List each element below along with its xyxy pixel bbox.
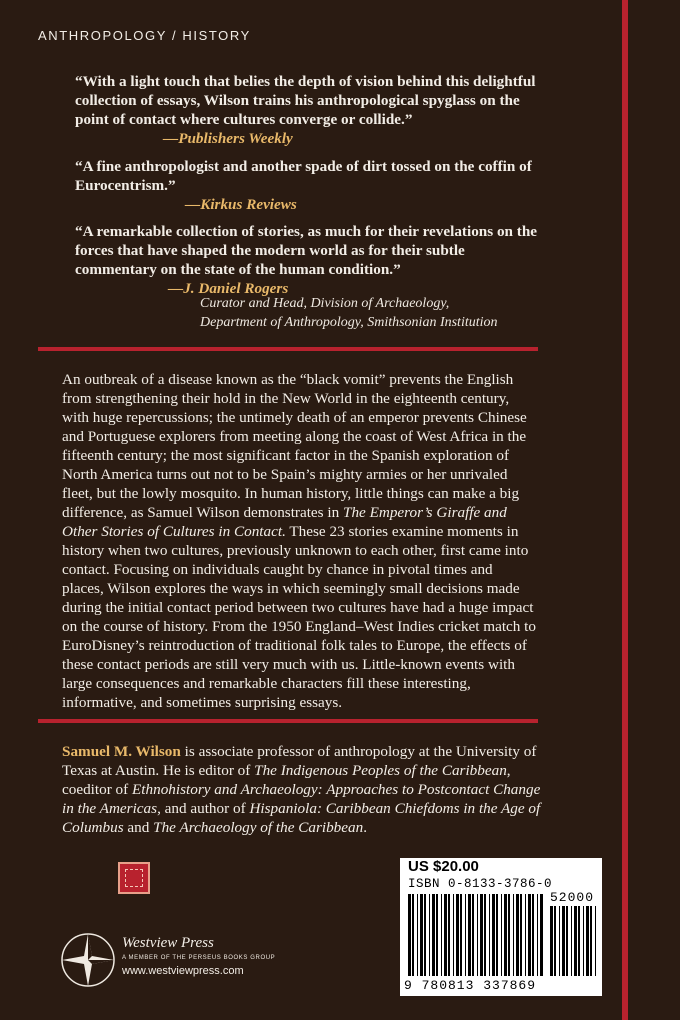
barcode-bar (429, 894, 430, 976)
barcode-bar (528, 894, 531, 976)
review-quote-text: “With a light touch that belies the depth of vision behind this delightful collection of essays, Wilson trains his anthropological spyglass on the point of contact where cultures converge or collide.” (75, 73, 536, 128)
barcode-bar (424, 894, 426, 976)
barcode-bar (586, 906, 589, 976)
bio-text: is associate professor of anthropology at the University of Texas at Austin. He is editor of (62, 743, 537, 779)
review-quote-2 (75, 157, 545, 214)
publisher-member-line: A MEMBER OF THE PERSEUS BOOKS GROUP (122, 955, 276, 961)
barcode-bar (562, 906, 565, 976)
barcode-bar (513, 894, 514, 976)
author-name: Samuel M. Wilson (62, 743, 181, 760)
barcode-bar (516, 894, 519, 976)
barcode-bar (420, 894, 423, 976)
book-title: The Emperor’s Giraffe and Other Stories of Cultures in Contact. (62, 504, 507, 540)
description-text-1: An outbreak of a disease known as the “black vomit” prevents the English from strengthening their hold in the New World in the eighteenth century, with huge repercussions; the untimely death of an emperor prevents Chinese and Portuguese explorers from meeting along the coast of West Africa in the fifteenth century; the most significant factor in the Spanish exploration of North America turns out not to be Spain’s mighty armies or her unrivaled fleet, but the lowly mosquito. In human history, little things can make a big difference, as Samuel Wilson demonstrates in (62, 371, 527, 521)
bio-text: . (363, 819, 368, 836)
barcode-bar (484, 894, 486, 976)
review-quote-1 (75, 72, 545, 148)
review-quote-3 (75, 222, 545, 298)
publisher-url: www.westviewpress.com (122, 965, 244, 977)
bio-text: , and author of (157, 800, 250, 817)
barcode-bar (489, 894, 490, 976)
barcode-bar (583, 906, 584, 976)
review-source: —Kirkus Reviews (185, 196, 297, 213)
barcode-bar (441, 894, 442, 976)
category-label: ANTHROPOLOGY / HISTORY (38, 28, 251, 43)
bio-book-title: Ethnohistory and Archaeology: Approaches to Postcontact Change in the Americas (62, 781, 541, 817)
affiliation-line-2: Department of Anthropology, Smithsonian Institution (200, 315, 498, 330)
ean-number: 9 780813 337869 (404, 978, 537, 993)
barcode-bar (504, 894, 507, 976)
review-quote-text: “A fine anthropologist and another spade of dirt tossed on the coffin of Eurocentrism.” (75, 158, 532, 194)
bio-text: and (123, 819, 154, 836)
barcode-bar (540, 894, 543, 976)
barcode-bar (436, 894, 438, 976)
barcode-bar (456, 894, 459, 976)
barcode-bar (574, 906, 577, 976)
ean-barcode-bars (408, 894, 544, 976)
barcode-bar (525, 894, 526, 976)
barcode-bar (492, 894, 495, 976)
review-quote-text: “A remarkable collection of stories, as much for their revelations on the forces that have shaped the modern world as for their subtle commentary on the state of the human condition.” (75, 223, 538, 278)
barcode-bar (412, 894, 414, 976)
reviewer-affiliation (200, 294, 498, 332)
publisher-name: Westview Press (122, 935, 214, 951)
isbn-label: ISBN 0-8133-3786-0 (408, 877, 553, 891)
barcode-bar (480, 894, 483, 976)
barcode-bar (590, 906, 592, 976)
author-bio (62, 742, 542, 837)
divider-rule-bottom (38, 719, 538, 723)
barcode-bar (432, 894, 435, 976)
bio-book-title: Hispaniola: Caribbean Chiefdoms in the Age of Columbus (62, 800, 541, 836)
barcode-bar (465, 894, 466, 976)
barcode-bar (417, 894, 418, 976)
barcode-bar (550, 906, 553, 976)
barcode-bar (532, 894, 534, 976)
description-text-2: These 23 stories examine moments in history when two cultures, previously unknown to each other, first came into contact. Focusing on individuals caught by chance in pivotal times and places, Wilson explores the ways in which seemingly small decisions made during the initial contact period between two cultures have had a huge impact on the course of history. From the 1950 England–West Indies cricket match to EuroDisney’s reintroduction of traditional folk tales to Europe, the effects of these contact periods are still very much with us. Little-known events with large consequences and remarkable characters fill these interesting, informative, and sometimes surprising essays. (62, 523, 536, 711)
barcode-bar (578, 906, 580, 976)
barcode-bar (448, 894, 450, 976)
barcode-bar (566, 906, 568, 976)
divider-rule-top (38, 347, 538, 351)
bio-book-title: The Indigenous Peoples of the Caribbean (254, 762, 507, 779)
spine-red-line (622, 0, 628, 1020)
barcode-bar (496, 894, 498, 976)
barcode-bar (501, 894, 502, 976)
barcode-bar (554, 906, 556, 976)
bio-book-title: The Archaeology of the Caribbean (153, 819, 364, 836)
addon-barcode-bars (550, 906, 598, 976)
barcode-bar (444, 894, 447, 976)
bio-text: , coeditor of (62, 762, 511, 798)
barcode-bar (559, 906, 560, 976)
book-description (62, 370, 537, 712)
review-source: —J. Daniel Rogers (168, 280, 289, 297)
barcode-bar (520, 894, 522, 976)
price-addon-number: 52000 (550, 890, 595, 905)
barcode-bar (508, 894, 510, 976)
barcode-bar (408, 894, 411, 976)
barcode-bar (472, 894, 474, 976)
review-source: —Publishers Weekly (163, 130, 293, 147)
barcode-bar (477, 894, 478, 976)
barcode-bar (595, 906, 596, 976)
barcode-bar (453, 894, 454, 976)
barcode-bar (537, 894, 538, 976)
decorative-seal-icon (118, 862, 150, 894)
barcode-block (400, 858, 602, 996)
barcode-bar (571, 906, 572, 976)
price-label: US $20.00 (408, 858, 479, 875)
compass-star-logo-icon (58, 930, 118, 990)
barcode-bar (468, 894, 471, 976)
barcode-bar (460, 894, 462, 976)
affiliation-line-1: Curator and Head, Division of Archaeology, (200, 296, 450, 311)
